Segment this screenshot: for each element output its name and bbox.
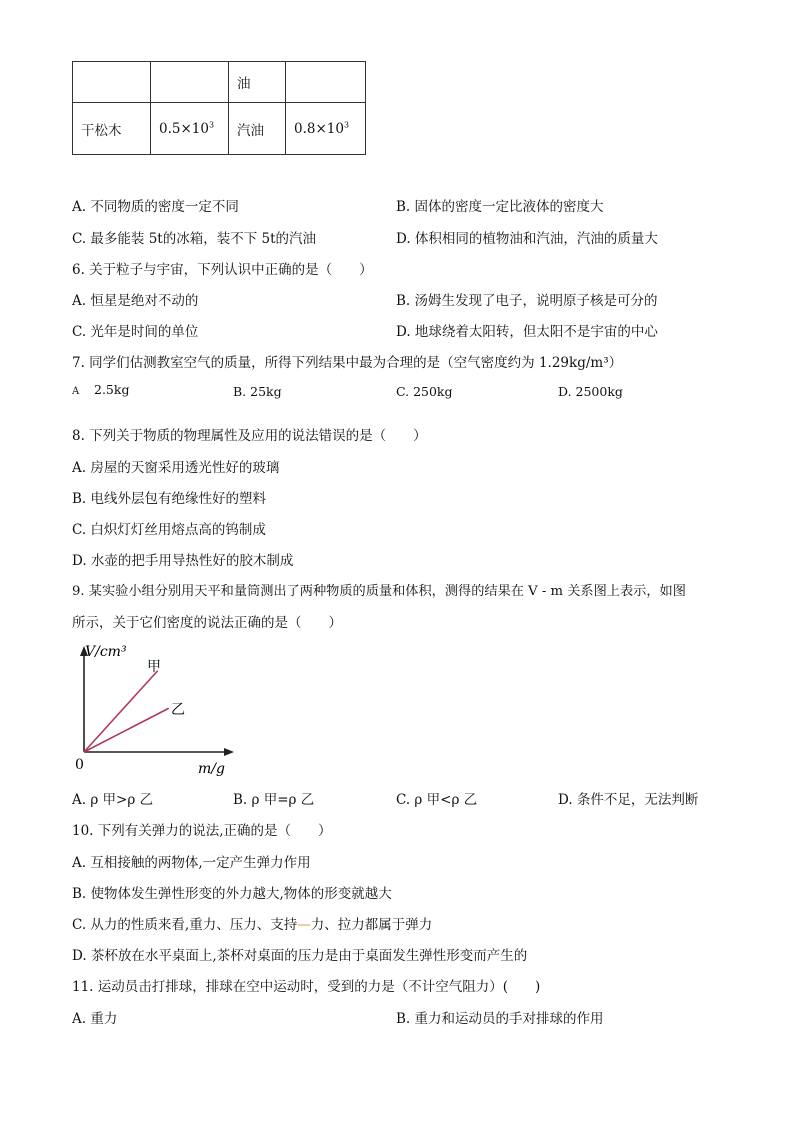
highlight-dash: — (297, 917, 311, 933)
table-row (73, 62, 366, 103)
q9-option-a: A. ρ 甲>ρ 乙 (72, 792, 154, 808)
q5-option-d: D. 体积相同的植物油和汽油，汽油的质量大 (396, 231, 658, 247)
q10-option-d: D. 茶杯放在水平桌面上,茶杯对桌面的压力是由于桌面发生弹性形变而产生的 (72, 948, 528, 964)
table-cell: 干松木 (73, 103, 151, 155)
x-axis-arrow (224, 748, 234, 756)
q8-stem: 8. 下列关于物质的物理属性及应用的说法错误的是（ ） (72, 428, 427, 444)
v-m-chart (70, 640, 240, 780)
q8-option-c: C. 白炽灯灯丝用熔点高的钨制成 (72, 522, 266, 538)
q5-option-c: C. 最多能装 5t的冰箱，装不下 5t的汽油 (72, 231, 317, 247)
q10-option-c-part1: C. 从力的性质来看,重力、压力、支持 (72, 917, 298, 933)
q7-option-a-letter: A (72, 386, 80, 397)
q10-stem: 10. 下列有关弹力的说法,正确的是（ ） (72, 823, 332, 839)
q11-option-b: B. 重力和运动员的手对排球的作用 (396, 1011, 604, 1027)
q6-option-c: C. 光年是时间的单位 (72, 324, 199, 340)
q7-option-d: D. 2500kg (558, 384, 623, 399)
density-value: 0.8×10 (294, 120, 344, 137)
q10-option-b: B. 使物体发生弹性形变的外力越大,物体的形变就越大 (72, 886, 392, 902)
x-axis-label: m/g (198, 761, 225, 777)
series-label-jia: 甲 (147, 659, 161, 675)
table-cell: 油 (229, 62, 286, 103)
table-cell (73, 62, 151, 103)
q6-option-a: A. 恒星是绝对不动的 (72, 293, 199, 309)
table-cell (151, 62, 229, 103)
table-cell (286, 62, 366, 103)
exponent: 3 (208, 120, 215, 129)
origin-label: 0 (75, 757, 84, 773)
chart-series (84, 671, 169, 752)
table-cell (286, 103, 366, 155)
q6-option-b: B. 汤姆生发现了电子，说明原子核是可分的 (396, 293, 658, 309)
q7-option-b: B. 25kg (233, 384, 282, 399)
table-row (73, 103, 366, 155)
y-axis-label: V/cm³ (85, 644, 127, 660)
q7-option-c: C. 250kg (396, 384, 453, 399)
q5-option-a: A. 不同物质的密度一定不同 (72, 199, 239, 215)
density-value: 0.5×10 (159, 120, 209, 137)
q5-option-b: B. 固体的密度一定比液体的密度大 (396, 199, 604, 215)
q9-option-d: D. 条件不足，无法判断 (558, 792, 699, 808)
q8-option-b: B. 电线外层包有绝缘性好的塑料 (72, 491, 267, 507)
exponent: 3 (343, 120, 350, 129)
q7-option-a-value: 2.5kg (94, 382, 130, 397)
density-table (72, 61, 366, 155)
q10-option-c-part2: 力、拉力都属于弹力 (310, 917, 433, 933)
series-line-jia (84, 671, 158, 752)
q7-stem: 7. 同学们估测教室空气的质量，所得下列结果中最为合理的是（空气密度约为 1.29kg/m³） (72, 355, 623, 371)
q11-stem: 11. 运动员击打排球，排球在空中运动时，受到的力是（不计空气阻力）( ) (72, 979, 541, 995)
q9-stem-line2: 所示，关于它们密度的说法正确的是（ ） (72, 615, 342, 631)
q10-option-a: A. 互相接触的两物体,一定产生弹力作用 (72, 855, 311, 871)
q10-option-c (72, 913, 432, 933)
q8-option-d: D. 水壶的把手用导热性好的胶木制成 (72, 553, 294, 569)
q6-stem: 6. 关于粒子与宇宙，下列认识中正确的是（ ） (72, 262, 373, 278)
series-line-yi (84, 708, 169, 752)
table-cell: 汽油 (229, 103, 286, 155)
q9-option-b: B. ρ 甲=ρ 乙 (233, 792, 315, 808)
q6-option-d: D. 地球绕着太阳转，但太阳不是宇宙的中心 (396, 324, 658, 340)
q8-option-a: A. 房屋的天窗采用透光性好的玻璃 (72, 460, 280, 476)
q11-option-a: A. 重力 (72, 1011, 118, 1027)
q9-stem-line1: 9. 某实验小组分别用天平和量筒测出了两种物质的质量和体积，测得的结果在 V - m 关系图上表示，如图 (72, 584, 686, 599)
series-label-yi: 乙 (171, 702, 185, 718)
q9-option-c: C. ρ 甲<ρ 乙 (396, 792, 478, 808)
table-cell (151, 103, 229, 155)
